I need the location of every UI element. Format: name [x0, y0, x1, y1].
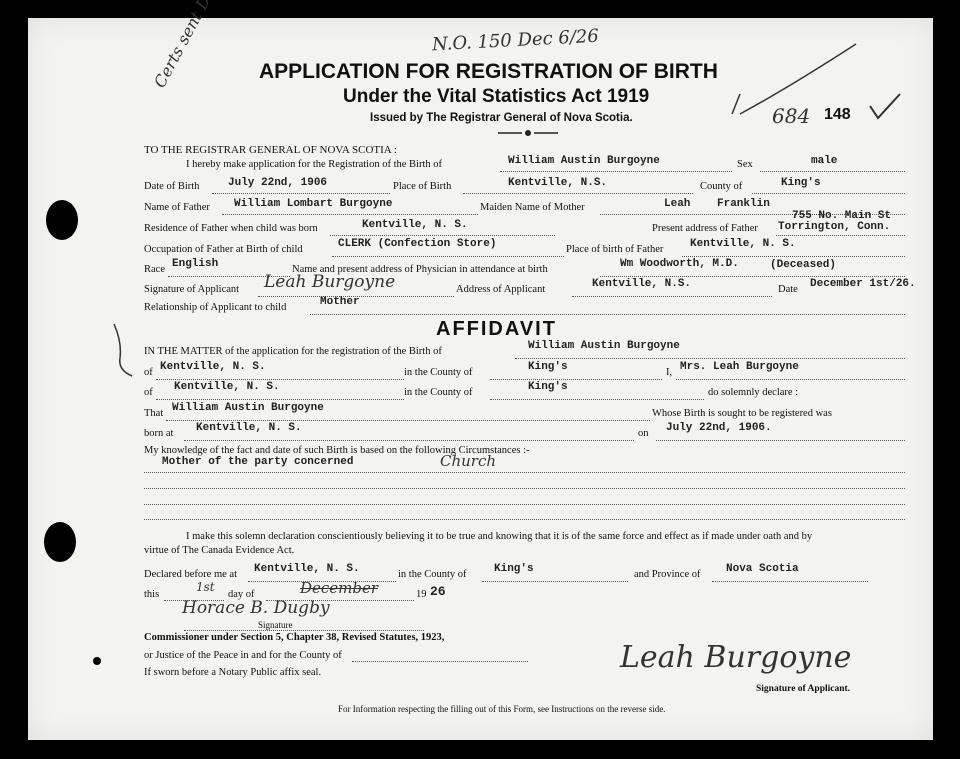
date-label: Date: [778, 284, 798, 295]
mother-label: Maiden Name of Mother: [480, 202, 585, 213]
physician-value: Wm Woodworth, M.D.: [620, 258, 739, 270]
relationship-label: Relationship of Applicant to child: [144, 302, 287, 313]
declare-label: do solemnly declare :: [708, 387, 799, 398]
father-pob-label: Place of birth of Father: [566, 244, 664, 255]
matter-label: IN THE MATTER of the application for the registration of the Birth of: [144, 346, 442, 357]
line: [572, 296, 772, 297]
declared-at-value: Kentville, N. S.: [254, 563, 360, 575]
line: [500, 171, 732, 172]
left-margin-stroke: [112, 322, 134, 378]
check-mark-icon: [868, 92, 902, 122]
affidavit-heading: AFFIDAVIT: [436, 318, 557, 340]
dob-value: July 22nd, 1906: [228, 177, 328, 189]
county-label-1: in the County of: [404, 367, 473, 378]
line: [352, 661, 528, 662]
line: [144, 472, 905, 473]
line: [156, 379, 404, 380]
applicant-signature-2: Leah Burgoyne: [620, 640, 852, 675]
county-value-2: King's: [528, 381, 568, 393]
line: [676, 379, 905, 380]
relationship-value: Mother: [320, 296, 360, 308]
that-name: William Austin Burgoyne: [172, 402, 324, 414]
line: [212, 193, 390, 194]
mother-value: Leah Franklin: [664, 198, 770, 210]
race-label: Race: [144, 264, 165, 275]
line: [222, 214, 478, 215]
solemn-declaration-2: virtue of The Canada Evidence Act.: [144, 545, 295, 556]
line: [184, 630, 424, 631]
pob-value: Kentville, N.S.: [508, 177, 608, 189]
circumstance-text: Mother of the party concerned: [162, 456, 354, 468]
line: [310, 314, 905, 315]
line: [656, 440, 905, 441]
father-value: William Lombart Burgoyne: [234, 198, 393, 210]
county-label: County of: [700, 181, 743, 192]
jp-line: or Justice of the Peace in and for the County of: [144, 650, 342, 661]
punch-hole-bottom: [44, 522, 76, 562]
father-pob-value: Kentville, N. S.: [690, 238, 796, 250]
day-of-label: day of: [228, 589, 255, 600]
applicant-address-label: Address of Applicant: [456, 284, 546, 295]
this-label: this: [144, 589, 160, 600]
line: [332, 256, 564, 257]
solemn-declaration-1: I make this solemn declaration conscientiously believing it to be true and knowing that it is of the same force and effect as if made under oath and by: [186, 531, 813, 542]
date-value: December 1st/26.: [810, 278, 916, 290]
born-at-value: Kentville, N. S.: [196, 422, 302, 434]
line: [490, 379, 662, 380]
line: [752, 193, 905, 194]
handwritten-reg-number: 684: [772, 104, 811, 128]
line: [712, 581, 868, 582]
form-subtitle: Under the Vital Statistics Act 1919: [343, 86, 650, 107]
born-at-label: born at: [144, 428, 174, 439]
year-value: 26: [430, 584, 446, 599]
line: [600, 276, 905, 277]
month-value: December: [300, 579, 379, 597]
ornament-divider: [498, 129, 558, 137]
notary-line: If sworn before a Notary Public affix seal.: [144, 667, 322, 678]
footer-note: For Information respecting the filling out of this Form, see Instructions on the reverse side.: [338, 704, 666, 714]
commissioner-signature-label: Signature: [258, 620, 293, 630]
declared-label: Declared before me at: [144, 569, 237, 580]
line: [760, 171, 905, 172]
line: [682, 256, 905, 257]
line: [184, 440, 634, 441]
whose-label: Whose Birth is sought to be registered was: [652, 408, 832, 419]
on-label: on: [638, 428, 649, 439]
knowledge-label: My knowledge of the fact and date of such Birth is based on the following Circumstances :-: [144, 445, 530, 456]
child-name: William Austin Burgoyne: [508, 155, 660, 167]
intro-label: I hereby make application for the Registration of the Birth of: [186, 159, 443, 170]
typed-reg-number: 148: [824, 106, 851, 123]
county-value: King's: [781, 177, 821, 189]
father-present-line1: 755 No. Main St: [792, 210, 892, 222]
commissioner-signature: Horace B. Dugby: [182, 598, 330, 618]
margin-stroke-mark: [728, 38, 860, 118]
matter-name: William Austin Burgoyne: [528, 340, 680, 352]
occupation-value: CLERK (Confection Store): [338, 238, 497, 250]
line: [166, 420, 650, 421]
line: [463, 193, 693, 194]
punch-hole-small: [93, 657, 101, 665]
i-label: I,: [666, 367, 673, 378]
sex-label: Sex: [737, 159, 753, 170]
handwritten-office-note: N.O. 150 Dec 6/26: [431, 25, 600, 56]
declarant-name: Mrs. Leah Burgoyne: [680, 361, 799, 373]
applicant-address-value: Kentville, N.S.: [592, 278, 692, 290]
father-present-line2: Torrington, Conn.: [778, 221, 891, 233]
line: [144, 504, 905, 505]
that-label: That: [144, 408, 164, 419]
sex-value: male: [811, 155, 838, 167]
commissioner-line: Commissioner under Section 5, Chapter 38, Revised Statutes, 1923,: [144, 632, 445, 643]
father-present-label: Present address of Father: [652, 223, 758, 234]
line: [776, 235, 905, 236]
dob-label: Date of Birth: [144, 181, 200, 192]
county-value-1: King's: [528, 361, 568, 373]
declared-county-label: in the County of: [398, 569, 467, 580]
race-value: English: [172, 258, 219, 270]
circumstance-handwritten: Church: [440, 452, 497, 470]
born-on-value: July 22nd, 1906.: [666, 422, 772, 434]
declared-county-value: King's: [494, 563, 534, 575]
line: [330, 235, 555, 236]
punch-hole-top: [46, 200, 78, 240]
line: [490, 399, 704, 400]
pob-label: Place of Birth: [393, 181, 452, 192]
applicant-signature-1: Leah Burgoyne: [264, 272, 396, 292]
county-label-2: in the County of: [404, 387, 473, 398]
line: [482, 581, 628, 582]
father-residence-label: Residence of Father when child was born: [144, 223, 318, 234]
signature-label: Signature of Applicant: [144, 284, 240, 295]
province-label: and Province of: [634, 569, 701, 580]
this-day-value: 1st: [196, 580, 215, 594]
addressee: TO THE REGISTRAR GENERAL OF NOVA SCOTIA :: [144, 144, 397, 156]
of-value-1: Kentville, N. S.: [160, 361, 266, 373]
applicant-signature-label: Signature of Applicant.: [756, 684, 851, 694]
line: [515, 358, 905, 359]
father-label: Name of Father: [144, 202, 210, 213]
physician-note: (Deceased): [770, 259, 837, 271]
province-value: Nova Scotia: [726, 563, 799, 575]
of-label-2: of: [144, 387, 153, 398]
father-residence-value: Kentville, N. S.: [362, 219, 468, 231]
issued-by: Issued by The Registrar General of Nova Scotia.: [370, 112, 633, 124]
of-label-1: of: [144, 367, 153, 378]
line: [156, 399, 404, 400]
line: [144, 488, 905, 489]
form-title: APPLICATION FOR REGISTRATION OF BIRTH: [259, 60, 718, 83]
physician-label: Name and present address of Physician in attendance at birth: [292, 264, 548, 275]
line: [144, 519, 905, 520]
occupation-label: Occupation of Father at Birth of child: [144, 244, 303, 255]
of-value-2: Kentville, N. S.: [174, 381, 280, 393]
year-prefix: 19: [416, 589, 427, 600]
